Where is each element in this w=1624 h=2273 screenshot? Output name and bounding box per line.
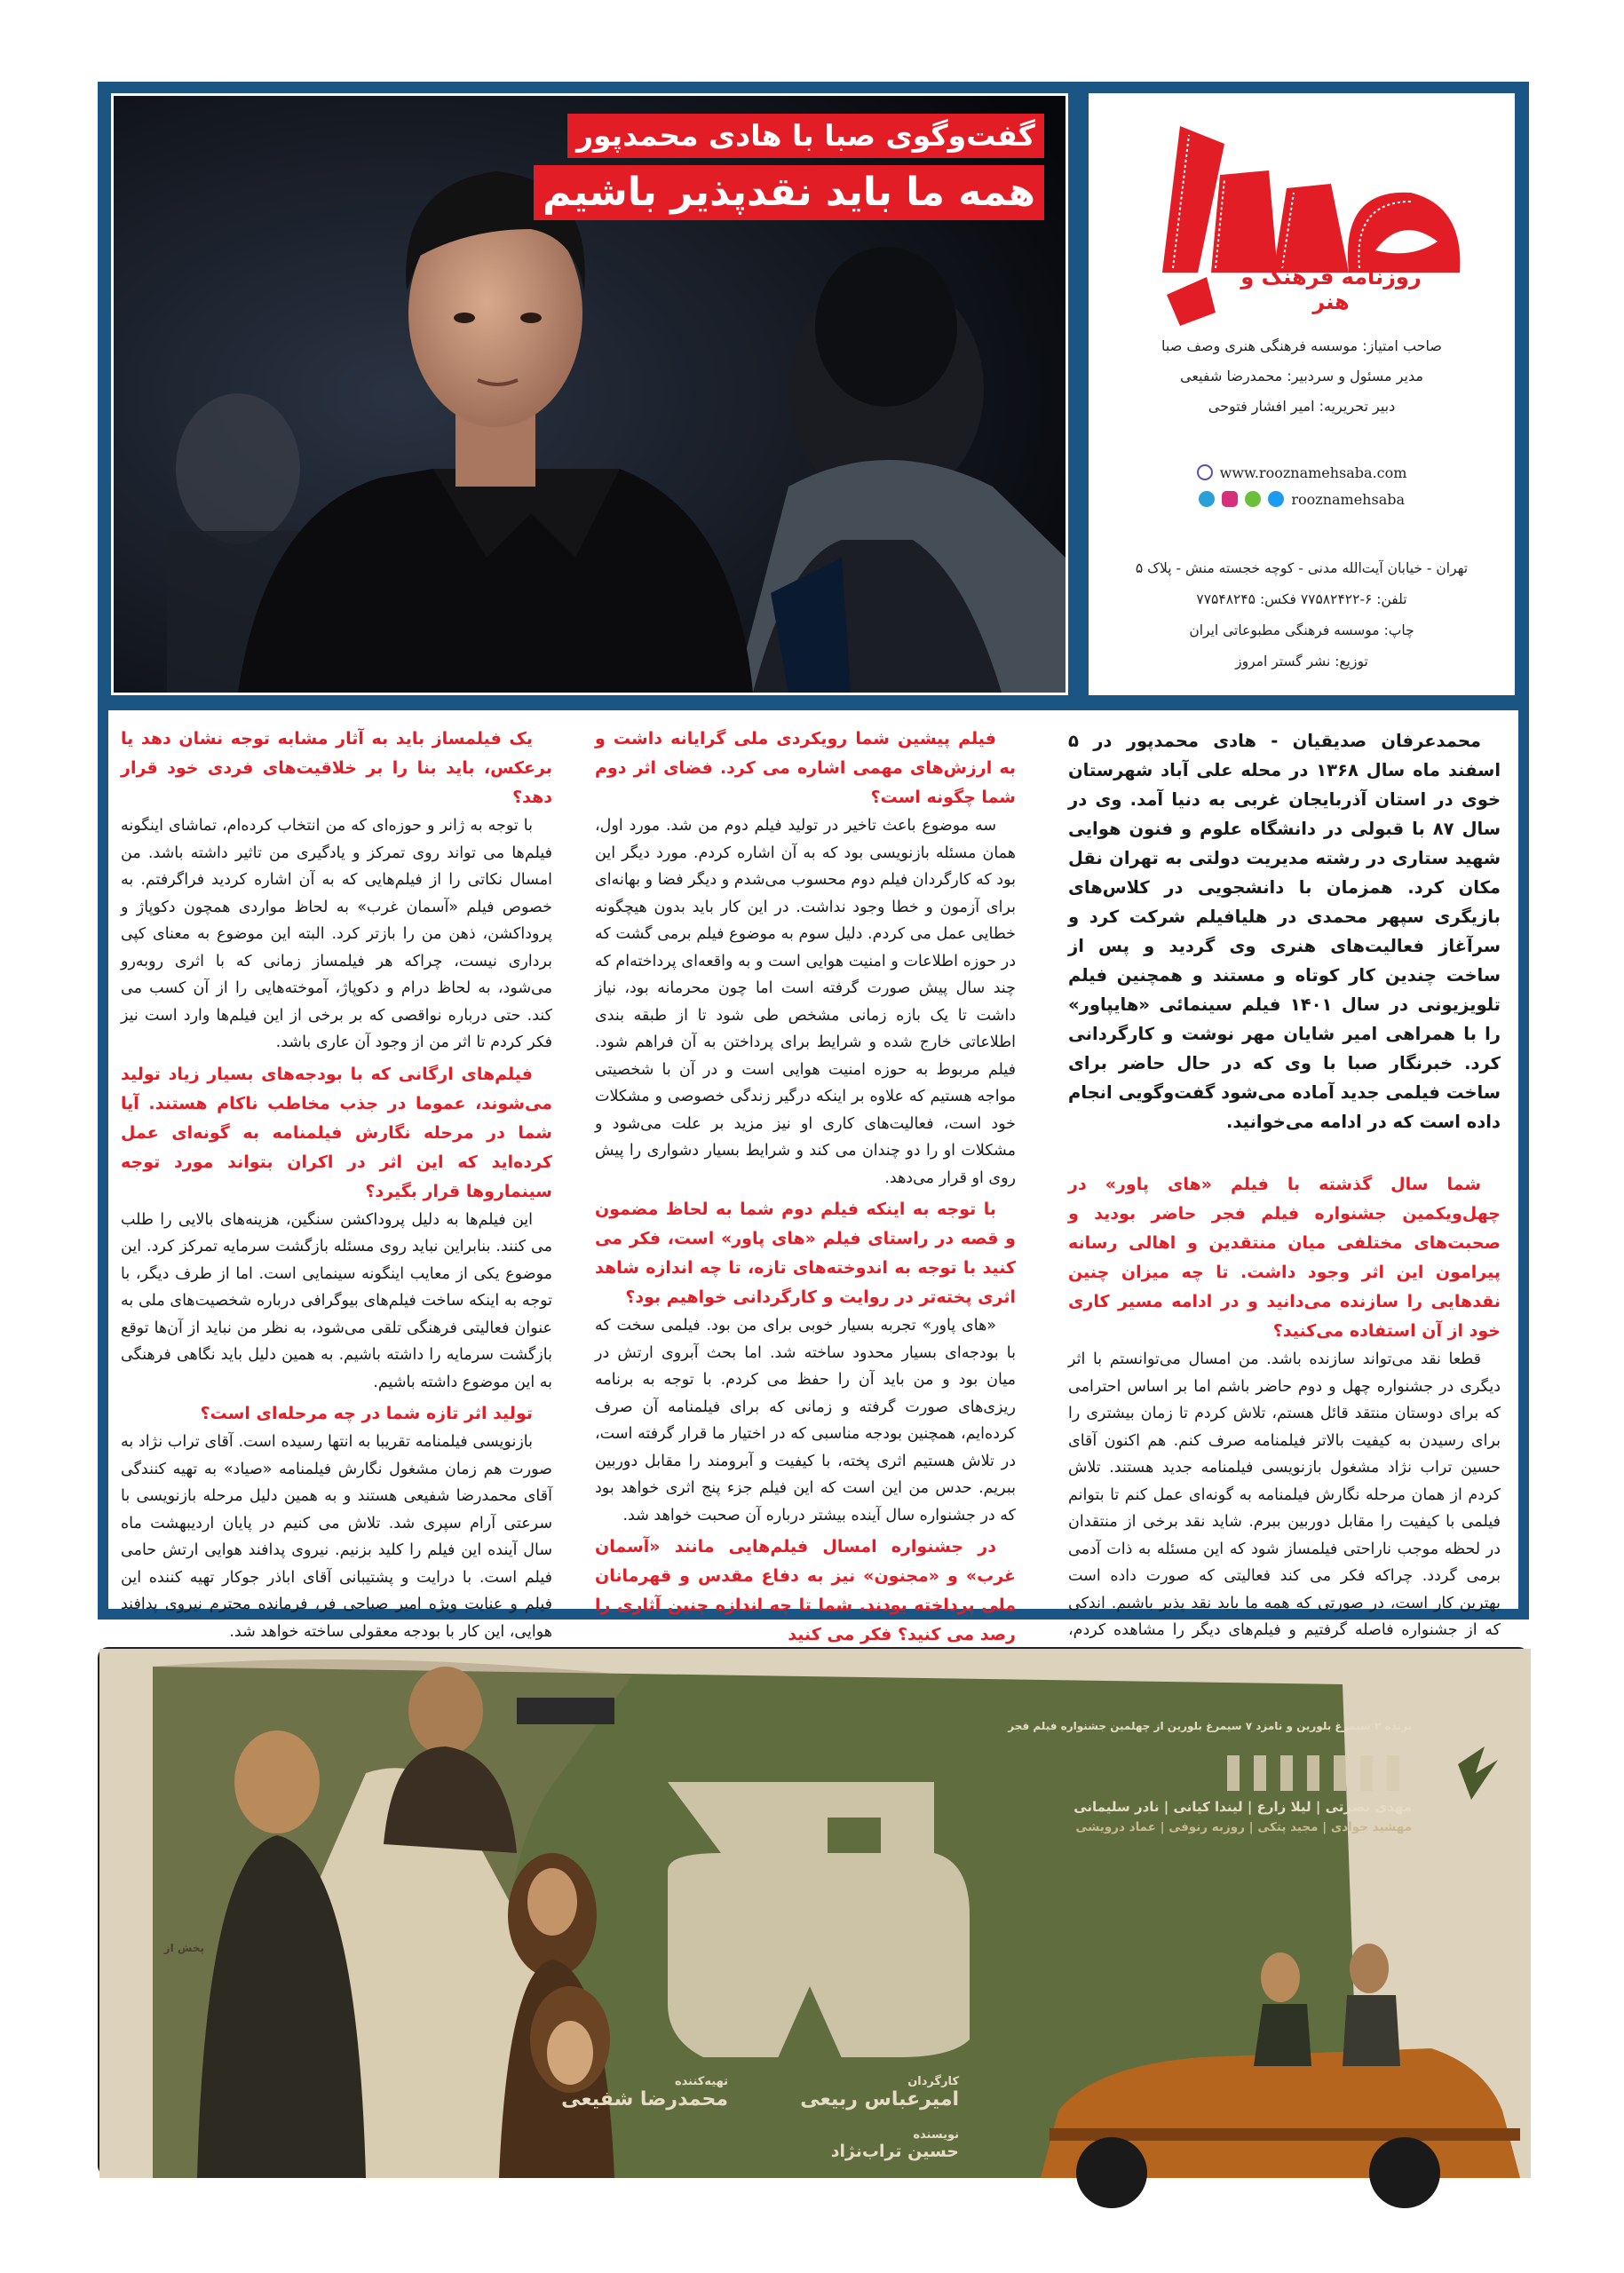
interview-answer: بازنویسی فیلمنامه تقریبا به انتها رسیده است. آقای تراب نژاد به صورت هم زمان مشغول نگارش فیلمنامه «صیاد» به تهیه کنندگی آقای محمدرضا شفیعی هستند و به همین دلیل مرحله بازنویسی با سرعتی آرام سپری شد. تلاش می کنیم در پایان اردیبهشت ماه سال آینده این فیلم را کلید بزنیم. نیروی پدافند هوایی ارتش حامی فیلم است. با درایت و پشتیبانی آقای اباذر جوکار تهیه کننده این فیلم و عنایت ویژه امیر صباحی فر، فرمانده محترم نیروی پدافند هوایی، این کار با بودجه معقولی ساخته خواهد شد. — [121, 1433, 552, 1641]
interview-question: یک فیلمساز باید به آثار مشابه توجه نشان دهد یا برعکس، باید بنا را بر خلاقیت‌های فردی خود قرار دهد؟ — [121, 729, 552, 807]
masthead-tagline: روزنامه فرهنگ و هنر — [1240, 265, 1422, 314]
cast-name: مهدی نصرتی — [1325, 1799, 1412, 1815]
interview-answer: سه موضوع باعث تاخیر در تولید فیلم دوم من شد. مورد اول، همان مسئله بازنویسی بود که به آن اشاره کردم. مورد دیگر این بود که کارگردان فیلم دوم محسوب می‌شدم و دیگر فضا و بهانه‌ای برای آزمون و خطا وجود نداشت. در این کار باید بدون هیچگونه خطایی عمل می کردم. دلیل سوم به موضوع فیلم برمی گشت که در حوزه اطلاعات و امنیت هوایی است و به واقعه‌ای پرداخته‌ام که چند سال پیش صورت گرفته است اما چون محرمانه بود، نیاز داشت تا یک بازه زمانی مشخص طی شود تا از طبقه بندی اطلاعاتی خارج شده و شرایط برای پرداختن به آن فراهم شود. فیلم مربوط به حوزه امنیت هوایی است و در آن با شخصیتی مواجه هستیم که علاوه بر اینکه درگیر زندگی خصوصی و مشکلات خود است، فعالیت‌های کاری او نیز مزید بر علت می‌شود و مشکلات او را دو چندان می کند و شرایط بسیار دشواری را پیش روی او قرار می‌دهد. — [595, 817, 1016, 1187]
distributor: توزیع: نشر گستر امروز — [1235, 653, 1368, 669]
masthead — [1089, 93, 1515, 695]
credit-managing-editor: دبیر تحریریه: امیر افشار فتوحی — [1208, 398, 1396, 415]
writer-label: نویسنده — [913, 2128, 959, 2142]
interview-photo — [111, 93, 1068, 695]
instagram-icon[interactable] — [1222, 491, 1238, 507]
printer: چاپ: موسسه فرهنگی مطبوعاتی ایران — [1189, 622, 1414, 638]
film-poster — [98, 1647, 1529, 2176]
poster-cast-secondary: مهشید جوادی | مجید پتکی | روزبه رنوفی | عماد درویشی — [1075, 1820, 1412, 1834]
poster-producer — [561, 2075, 728, 2111]
poster-writer — [831, 2128, 959, 2161]
cast-name: لیندا کیانی — [1173, 1799, 1243, 1815]
cast-name: نادر سلیمانی — [1073, 1799, 1160, 1815]
address-line: تهران - خیابان آیت‌الله مدنی - کوچه خجسته منش - پلاک ۵ — [1135, 560, 1469, 576]
website-link[interactable]: www.rooznamehsaba.com — [1219, 464, 1407, 481]
rubika-icon[interactable] — [1245, 491, 1261, 507]
poster-distributor-label: پخش از — [163, 1942, 204, 1954]
interview-answer: قطعا نقد می‌تواند سازنده باشد. من امسال می‌توانستم با اثر دیگری در جشنواره چهل و دوم حاضر باشم اما بر اساس احترامی که برای دوستان منتقد قائل هستم، تلاش کردم تا زمان بیشتری را برای رسیدن به کیفیت بالاتر فیلمنامه صرف کنم. هم اکنون آقای حسین تراب نژاد مشغول بازنویسی فیلمنامه جدید هستند. تلاش کردم از همان مرحله نگارش فیلمنامه به گونه‌ای عمل کنم تا بتوانم فیلمی با کیفیت را مقابل دوربین ببرم. شاید نقد برخی از منتقدان در لحظه موجب ناراحتی فیلمساز شود که این مسئله به ذات آدمی برمی گردد. چراکه فکر می کند فعالیتی که صورت داده است بهترین کار است، در صورتی که همه ما باید نقد پذیر باشیم. اندکی که از جشنواره فاصله گرفتیم و فیلم‌های دیگر را مشاهده کردم، — [1068, 1350, 1501, 1639]
article-column-middle — [595, 721, 1016, 1644]
cast-name: لیلا زارع — [1256, 1799, 1311, 1815]
interview-answer: این فیلم‌ها به دلیل پروداکشن سنگین، هزینه‌های بالایی را طلب می کنند. بنابراین نباید روی مسئله بازگشت سرمایه تمرکز کرد. این موضوع یکی از معایب اینگونه سینمایی است. اما از طرف دیگر، با توجه به اینکه ساخت فیلم‌های بیوگرافی درباره شخصیت‌های ملی به عنوان فعالیتی فرهنگی تلقی می‌شود، به نظر من نباید از آن‌ها توقع بازگشت سرمایه را داشته باشیم. به همین دلیل باید نگاهی فرهنگی به این موضوع داشته باشیم. — [121, 1210, 552, 1391]
poster-cast-main: مهدی نصرتی | لیلا زارع | لیندا کیانی | نادر سلیمانی — [1073, 1799, 1412, 1815]
article-intro: محمدعرفان صدیقیان - هادی محمدپور در ۵ اسفند ماه سال ۱۳۶۸ در محله علی آباد شهرستان خوی در استان آذربایجان غربی به دنیا آمد. وی در سال ۸۷ با قبولی در دانشگاه علوم و فنون هوایی شهید ستاری در رشته مدیریت دولتی به تهران نقل مکان کرد. همزمان با دانشجویی در کلاس‌های بازیگری سپهر محمدی در هلیافیلم شرکت کرد و سرآغاز فعالیت‌های هنری وی گردید و پس از ساخت چندین کار کوتاه و مستند و همچنین فیلم تلویزیونی در سال ۱۴۰۱ فیلم سینمائی «هایپاور» را با همراهی امیر شایان مهر نوشت و کارگردانی کرد. خبرنگار صبا با وی که در حال حاضر برای ساخت فیلمی جدید آماده می‌شود گفت‌وگویی انجام داده است که در ادامه می‌خوانید. — [1068, 731, 1501, 1132]
interview-question: در جشنواره امسال فیلم‌هایی مانند «آسمان غرب» و «مجنون» نیز به دفاع مقدس و قهرمانان ملی پرداخته بودند. شما تا چه اندازه چنین آثاری را رصد می کنید؟ فکر می کنید — [595, 1537, 1016, 1644]
poster-award-line: برنده ۲ سیمرغ بلورین و نامزد ۷ سیمرغ بلورین از چهلمین جشنواره فیلم فجر — [1008, 1720, 1412, 1732]
cast-name: روزبه رنوفی — [1168, 1820, 1245, 1834]
cast-name: مهشید جوادی — [1330, 1820, 1412, 1834]
interview-answer: «های پاور» تجربه بسیار خوبی برای من بود. فیلمی سخت که با بودجه‌ای بسیار محدود ساخته شد. اما بحث آبروی ارتش در میان بود و من باید آن را حفظ می کردم. با توجه به برنامه ریزی‌های صورت گرفته و زمانی که برای فیلمنامه آن صرف کرده‌ایم، همچنین بودجه مناسبی که در اختیار ما قرار گرفته است، در تلاش هستیم اثری پخته، با کیفیت و آبرومند را مقابل دوربین ببریم. حدس من این است که این فیلم جزء پنج اثری خواهد بود که در جشنواره سال آینده بیشتر درباره آن صحبت خواهد شد. — [595, 1317, 1016, 1525]
interview-question: شما سال گذشته با فیلم «های پاور» در چهل‌ویکمین جشنواره فیلم فجر حاضر بودید و صحبت‌های مختلفی میان منتقدین و اهالی رسانه پیرامون این اثر وجود داشت. تا چه میزان چنین نقدهایی را سازنده می‌دانید و در ادامه مسیر کاری خود از آن استفاده می‌کنید؟ — [1068, 1175, 1501, 1341]
social-row — [1091, 487, 1512, 513]
article-column-left — [121, 721, 552, 1641]
interview-question: فیلم پیشین شما رویکردی ملی گرایانه داشت و به ارزش‌های مهمی اشاره می کرد. فضای اثر دوم شما چگونه است؟ — [595, 729, 1016, 807]
interview-question: فیلم‌های ارگانی که با بودجه‌های بسیار زیاد تولید می‌شوند، عموما در جذب مخاطب ناکام هستند. آیا شما در مرحله نگارش فیلمنامه به گونه‌ای عمل کرده‌اید که این اثر در اکران بتواند مورد توجه سینماروها قرار بگیرد؟ — [121, 1064, 552, 1201]
interview-answer: با توجه به ژانر و حوزه‌ای که من انتخاب کرده‌ام، تماشای اینگونه فیلم‌ها می تواند روی تمرکز و یادگیری من تاثیر داشته باشد. من امسال نکاتی را از فیلم‌هایی که به آن اشاره کردید فراگرفتم. به خصوص فیلم «آسمان غرب» به لحاظ مواردی همچون دکوپاژ و پروداکشن، ذهن من را بازتر کرد. البته این موضوع به معنای کپی برداری نیست، چراکه هر فیلمساز زمانی که با اثری روبه‌رو می‌شود، به لحاظ درام و دکوپاژ، آموخته‌هایی را از آن کسب می کند. حتی درباره نواقصی که بر برخی از این فیلم‌ها وارد است نیز فکر کردم تا اثر من از وجود آن عاری باشد. — [121, 817, 552, 1051]
writer-name: حسین تراب‌نژاد — [830, 2142, 959, 2161]
poster-director — [800, 2075, 959, 2111]
masthead-credits — [1091, 331, 1512, 422]
twitter-icon[interactable] — [1268, 491, 1284, 507]
interview-question: تولید اثر تازه شما در چه مرحله‌ای است؟ — [200, 1404, 533, 1423]
article-column-right — [1068, 726, 1501, 1639]
headline-title: همه ما باید نقدپذیر باشیم — [534, 165, 1044, 220]
credit-owner: صاحب امتیاز: موسسه فرهنگی هنری وصف صبا — [1161, 337, 1443, 354]
website-row — [1091, 460, 1512, 487]
cast-name: عماد درویشی — [1075, 1820, 1156, 1834]
headline-kicker: گفت‌وگوی صبا با هادی محمدپور — [567, 114, 1044, 158]
director-name: امیرعباس ربیعی — [800, 2088, 959, 2111]
social-handle[interactable]: rooznamehsaba — [1291, 491, 1406, 508]
telegram-icon[interactable] — [1199, 491, 1215, 507]
producer-name: محمدرضا شفیعی — [561, 2088, 728, 2111]
cast-name: مجید پتکی — [1257, 1820, 1319, 1834]
masthead-address — [1091, 553, 1512, 677]
phone-fax: تلفن: ۶-۷۷۵۸۲۴۲۲ فکس: ۷۷۵۴۸۲۴۵ — [1196, 591, 1407, 607]
interview-question: با توجه به اینکه فیلم دوم شما به لحاظ مضمون و قصه در راستای فیلم «های پاور» است، فکر می کنید با توجه به اندوخته‌های تازه، تا چه اندازه شاهد اثری پخته‌تر در روایت و کارگردانی خواهیم بود؟ — [595, 1200, 1016, 1307]
masthead-online — [1091, 460, 1512, 513]
director-label: کارگردان — [907, 2075, 959, 2088]
producer-label: تهیه‌کننده — [674, 2075, 728, 2088]
globe-icon — [1197, 464, 1213, 480]
credit-editor-in-chief: مدیر مسئول و سردبیر: محمدرضا شفیعی — [1180, 368, 1423, 384]
